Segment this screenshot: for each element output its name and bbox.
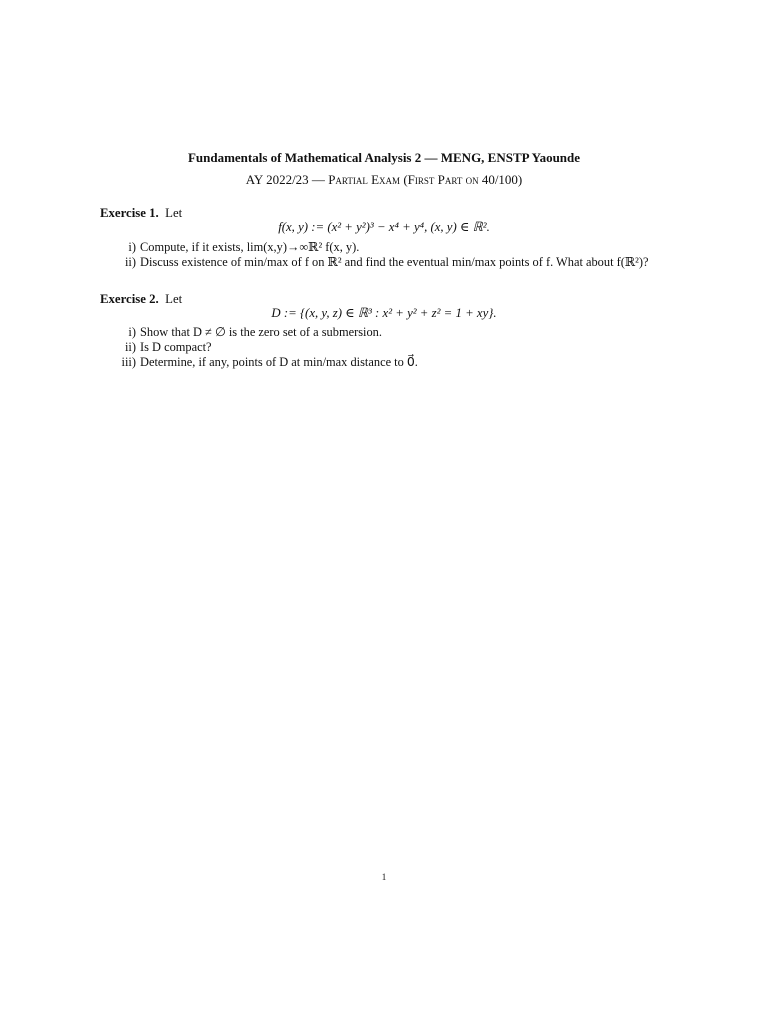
exercise-1-formula: f(x, y) := (x² + y²)³ − x⁴ + y⁴, (x, y) ∈ ℝ².	[278, 220, 490, 234]
exercise-2-formula: D := {(x, y, z) ∈ ℝ³ : x² + y² + z² = 1 + xy}.	[271, 306, 497, 320]
item-text: Determine, if any, points of D at min/max distance to 0⃗.	[140, 355, 418, 369]
item-text: Compute, if it exists, lim(x,y)→∞ℝ² f(x, y).	[140, 240, 360, 254]
list-item	[100, 355, 418, 370]
page-number: 1	[381, 872, 387, 882]
item-number: ii)	[124, 255, 136, 269]
item-number: i)	[128, 240, 136, 254]
exercise-1-heading	[100, 206, 182, 221]
item-text: Show that D ≠ ∅ is the zero set of a submersion.	[140, 325, 382, 339]
item-number: ii)	[124, 340, 136, 354]
exercise-1-intro: Let	[165, 206, 183, 220]
item-number: iii)	[121, 355, 136, 369]
list-item	[100, 340, 418, 355]
item-text: Is D compact?	[140, 340, 212, 354]
exercise-1-items	[100, 240, 649, 270]
exercise-2-items	[100, 325, 418, 370]
exercise-2-heading	[100, 292, 182, 307]
list-item	[100, 240, 649, 255]
item-number: i)	[128, 325, 136, 339]
subtitle-smallcaps: Partial Exam (First Part on 40/100)	[328, 172, 523, 187]
list-item	[100, 255, 649, 270]
subtitle-prefix: AY 2022/23 —	[245, 172, 329, 187]
exercise-2-intro: Let	[165, 292, 183, 306]
list-item	[100, 325, 418, 340]
document-subtitle	[0, 172, 768, 188]
exercise-2-label: Exercise 2.	[100, 292, 159, 306]
document-title: Fundamentals of Mathematical Analysis 2 — MENG, ENSTP Yaounde	[187, 150, 581, 165]
exercise-1-label: Exercise 1.	[100, 206, 159, 220]
item-text: Discuss existence of min/max of f on ℝ² and find the eventual min/max points of f. What about f(ℝ²)?	[140, 255, 649, 269]
